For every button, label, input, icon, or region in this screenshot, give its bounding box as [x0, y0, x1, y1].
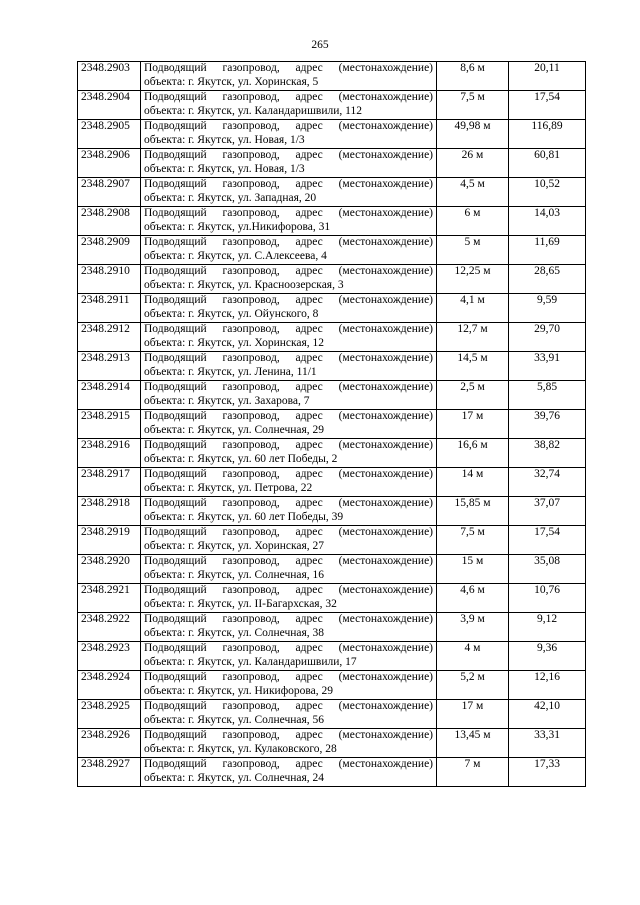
table-row — [78, 613, 586, 642]
length-cell: 17 м — [437, 410, 509, 439]
length-cell: 13,45 м — [437, 729, 509, 758]
description-line-1: Подводящий газопровод, адрес (местонахождение) — [144, 91, 433, 103]
table-row — [78, 526, 586, 555]
object-description-cell — [141, 671, 437, 700]
object-code-cell: 2348.2918 — [78, 497, 141, 526]
length-cell: 7 м — [437, 758, 509, 787]
description-line-1: Подводящий газопровод, адрес (местонахождение) — [144, 236, 433, 248]
object-description-cell — [141, 584, 437, 613]
description-line-2: объекта: г. Якутск, ул. Солнечная, 56 — [144, 713, 325, 726]
length-cell: 4,1 м — [437, 294, 509, 323]
description-line-1: Подводящий газопровод, адрес (местонахождение) — [144, 149, 433, 161]
object-description-cell — [141, 526, 437, 555]
table-row — [78, 700, 586, 729]
object-description-cell — [141, 642, 437, 671]
length-cell: 12,7 м — [437, 323, 509, 352]
object-code-cell: 2348.2920 — [78, 555, 141, 584]
table-row — [78, 381, 586, 410]
value-cell: 116,89 — [509, 120, 586, 149]
table-row — [78, 584, 586, 613]
value-cell: 14,03 — [509, 207, 586, 236]
object-code-cell: 2348.2911 — [78, 294, 141, 323]
description-line-1: Подводящий газопровод, адрес (местонахождение) — [144, 700, 433, 712]
value-cell: 17,54 — [509, 91, 586, 120]
description-line-2: объекта: г. Якутск, ул. Солнечная, 24 — [144, 771, 325, 784]
description-line-2: объекта: г. Якутск, ул. II-Багархская, 32 — [144, 597, 337, 610]
object-description-cell — [141, 207, 437, 236]
table-row — [78, 671, 586, 700]
object-code-cell: 2348.2921 — [78, 584, 141, 613]
description-line-1: Подводящий газопровод, адрес (местонахождение) — [144, 381, 433, 393]
table-row — [78, 265, 586, 294]
length-cell: 7,5 м — [437, 526, 509, 555]
description-line-1: Подводящий газопровод, адрес (местонахождение) — [144, 410, 433, 422]
value-cell: 37,07 — [509, 497, 586, 526]
length-cell: 4,5 м — [437, 178, 509, 207]
value-cell: 12,16 — [509, 671, 586, 700]
value-cell: 9,59 — [509, 294, 586, 323]
object-code-cell: 2348.2924 — [78, 671, 141, 700]
object-code-cell: 2348.2926 — [78, 729, 141, 758]
value-cell: 33,91 — [509, 352, 586, 381]
description-line-2: объекта: г. Якутск, ул. С.Алексеева, 4 — [144, 249, 327, 262]
description-line-2: объекта: г. Якутск, ул.Никифорова, 31 — [144, 220, 331, 233]
table-row — [78, 439, 586, 468]
object-code-cell: 2348.2914 — [78, 381, 141, 410]
table-row — [78, 555, 586, 584]
value-cell: 5,85 — [509, 381, 586, 410]
value-cell: 28,65 — [509, 265, 586, 294]
description-line-2: объекта: г. Якутск, ул. Хоринская, 12 — [144, 336, 325, 349]
description-line-1: Подводящий газопровод, адрес (местонахождение) — [144, 62, 433, 74]
object-description-cell — [141, 294, 437, 323]
description-line-1: Подводящий газопровод, адрес (местонахождение) — [144, 294, 433, 306]
registry-table-body — [78, 62, 586, 787]
length-cell: 15 м — [437, 555, 509, 584]
description-line-1: Подводящий газопровод, адрес (местонахождение) — [144, 671, 433, 683]
description-line-2: объекта: г. Якутск, ул. Ойунского, 8 — [144, 307, 319, 320]
object-description-cell — [141, 323, 437, 352]
value-cell: 60,81 — [509, 149, 586, 178]
value-cell: 11,69 — [509, 236, 586, 265]
description-line-2: объекта: г. Якутск, ул. Кулаковского, 28 — [144, 742, 337, 755]
object-code-cell: 2348.2904 — [78, 91, 141, 120]
description-line-2: объекта: г. Якутск, ул. Новая, 1/3 — [144, 162, 305, 175]
object-description-cell — [141, 439, 437, 468]
value-cell: 29,70 — [509, 323, 586, 352]
length-cell: 14,5 м — [437, 352, 509, 381]
table-row — [78, 178, 586, 207]
description-line-1: Подводящий газопровод, адрес (местонахождение) — [144, 265, 433, 277]
length-cell: 49,98 м — [437, 120, 509, 149]
description-line-2: объекта: г. Якутск, ул. Хоринская, 27 — [144, 539, 325, 552]
length-cell: 7,5 м — [437, 91, 509, 120]
description-line-2: объекта: г. Якутск, ул. Солнечная, 16 — [144, 568, 325, 581]
object-description-cell — [141, 497, 437, 526]
description-line-1: Подводящий газопровод, адрес (местонахождение) — [144, 323, 433, 335]
description-line-2: объекта: г. Якутск, ул. 60 лет Победы, 39 — [144, 510, 344, 523]
table-row — [78, 62, 586, 91]
table-row — [78, 729, 586, 758]
value-cell: 9,12 — [509, 613, 586, 642]
description-line-1: Подводящий газопровод, адрес (местонахождение) — [144, 207, 433, 219]
value-cell: 39,76 — [509, 410, 586, 439]
object-description-cell — [141, 178, 437, 207]
object-code-cell: 2348.2917 — [78, 468, 141, 497]
object-code-cell: 2348.2923 — [78, 642, 141, 671]
value-cell: 17,54 — [509, 526, 586, 555]
description-line-2: объекта: г. Якутск, ул. Петрова, 22 — [144, 481, 313, 494]
description-line-2: объекта: г. Якутск, ул. Западная, 20 — [144, 191, 317, 204]
table-row — [78, 149, 586, 178]
object-description-cell — [141, 236, 437, 265]
description-line-1: Подводящий газопровод, адрес (местонахождение) — [144, 468, 433, 480]
object-code-cell: 2348.2907 — [78, 178, 141, 207]
table-row — [78, 91, 586, 120]
table-row — [78, 410, 586, 439]
object-code-cell: 2348.2916 — [78, 439, 141, 468]
description-line-1: Подводящий газопровод, адрес (местонахождение) — [144, 555, 433, 567]
object-description-cell — [141, 758, 437, 787]
value-cell: 17,33 — [509, 758, 586, 787]
length-cell: 2,5 м — [437, 381, 509, 410]
table-row — [78, 497, 586, 526]
description-line-1: Подводящий газопровод, адрес (местонахождение) — [144, 758, 433, 770]
description-line-1: Подводящий газопровод, адрес (местонахождение) — [144, 613, 433, 625]
value-cell: 35,08 — [509, 555, 586, 584]
description-line-2: объекта: г. Якутск, ул. Новая, 1/3 — [144, 133, 305, 146]
value-cell: 38,82 — [509, 439, 586, 468]
object-description-cell — [141, 700, 437, 729]
object-code-cell: 2348.2915 — [78, 410, 141, 439]
table-row — [78, 323, 586, 352]
length-cell: 16,6 м — [437, 439, 509, 468]
object-description-cell — [141, 555, 437, 584]
table-row — [78, 294, 586, 323]
table-row — [78, 207, 586, 236]
length-cell: 4 м — [437, 642, 509, 671]
description-line-2: объекта: г. Якутск, ул. Солнечная, 38 — [144, 626, 325, 639]
description-line-2: объекта: г. Якутск, ул. 60 лет Победы, 2 — [144, 452, 338, 465]
object-description-cell — [141, 91, 437, 120]
object-description-cell — [141, 729, 437, 758]
description-line-1: Подводящий газопровод, адрес (местонахождение) — [144, 178, 433, 190]
description-line-2: объекта: г. Якутск, ул. Каландаришвили, 17 — [144, 655, 357, 668]
object-code-cell: 2348.2910 — [78, 265, 141, 294]
length-cell: 14 м — [437, 468, 509, 497]
object-description-cell — [141, 410, 437, 439]
description-line-1: Подводящий газопровод, адрес (местонахождение) — [144, 526, 433, 538]
description-line-1: Подводящий газопровод, адрес (местонахождение) — [144, 642, 433, 654]
object-description-cell — [141, 381, 437, 410]
description-line-2: объекта: г. Якутск, ул. Ленина, 11/1 — [144, 365, 317, 378]
length-cell: 5,2 м — [437, 671, 509, 700]
table-row — [78, 468, 586, 497]
object-description-cell — [141, 468, 437, 497]
length-cell: 4,6 м — [437, 584, 509, 613]
description-line-1: Подводящий газопровод, адрес (местонахождение) — [144, 497, 433, 509]
description-line-2: объекта: г. Якутск, ул. Хоринская, 5 — [144, 75, 319, 88]
length-cell: 5 м — [437, 236, 509, 265]
object-code-cell: 2348.2909 — [78, 236, 141, 265]
object-description-cell — [141, 120, 437, 149]
page-number: 265 — [311, 39, 329, 51]
object-description-cell — [141, 149, 437, 178]
description-line-2: объекта: г. Якутск, ул. Захарова, 7 — [144, 394, 310, 407]
description-line-1: Подводящий газопровод, адрес (местонахождение) — [144, 439, 433, 451]
value-cell: 32,74 — [509, 468, 586, 497]
value-cell: 20,11 — [509, 62, 586, 91]
length-cell: 3,9 м — [437, 613, 509, 642]
value-cell: 42,10 — [509, 700, 586, 729]
object-description-cell — [141, 613, 437, 642]
table-row — [78, 758, 586, 787]
object-code-cell: 2348.2922 — [78, 613, 141, 642]
object-code-cell: 2348.2925 — [78, 700, 141, 729]
object-code-cell: 2348.2905 — [78, 120, 141, 149]
table-row — [78, 352, 586, 381]
length-cell: 8,6 м — [437, 62, 509, 91]
object-code-cell: 2348.2908 — [78, 207, 141, 236]
description-line-2: объекта: г. Якутск, ул. Каландаришвили, 112 — [144, 104, 362, 117]
description-line-1: Подводящий газопровод, адрес (местонахождение) — [144, 729, 433, 741]
value-cell: 10,52 — [509, 178, 586, 207]
object-description-cell — [141, 62, 437, 91]
description-line-1: Подводящий газопровод, адрес (местонахождение) — [144, 584, 433, 596]
table-row — [78, 642, 586, 671]
table-row — [78, 236, 586, 265]
length-cell: 15,85 м — [437, 497, 509, 526]
object-code-cell: 2348.2906 — [78, 149, 141, 178]
length-cell: 17 м — [437, 700, 509, 729]
object-code-cell: 2348.2903 — [78, 62, 141, 91]
object-description-cell — [141, 352, 437, 381]
value-cell: 9,36 — [509, 642, 586, 671]
description-line-1: Подводящий газопровод, адрес (местонахождение) — [144, 352, 433, 364]
object-code-cell: 2348.2912 — [78, 323, 141, 352]
value-cell: 10,76 — [509, 584, 586, 613]
object-code-cell: 2348.2927 — [78, 758, 141, 787]
description-line-2: объекта: г. Якутск, ул. Никифорова, 29 — [144, 684, 334, 697]
object-description-cell — [141, 265, 437, 294]
value-cell: 33,31 — [509, 729, 586, 758]
object-code-cell: 2348.2919 — [78, 526, 141, 555]
description-line-2: объекта: г. Якутск, ул. Красноозерская, 3 — [144, 278, 344, 291]
table-row — [78, 120, 586, 149]
object-code-cell: 2348.2913 — [78, 352, 141, 381]
length-cell: 12,25 м — [437, 265, 509, 294]
length-cell: 6 м — [437, 207, 509, 236]
registry-table — [77, 61, 586, 787]
length-cell: 26 м — [437, 149, 509, 178]
description-line-2: объекта: г. Якутск, ул. Солнечная, 29 — [144, 423, 325, 436]
description-line-1: Подводящий газопровод, адрес (местонахождение) — [144, 120, 433, 132]
